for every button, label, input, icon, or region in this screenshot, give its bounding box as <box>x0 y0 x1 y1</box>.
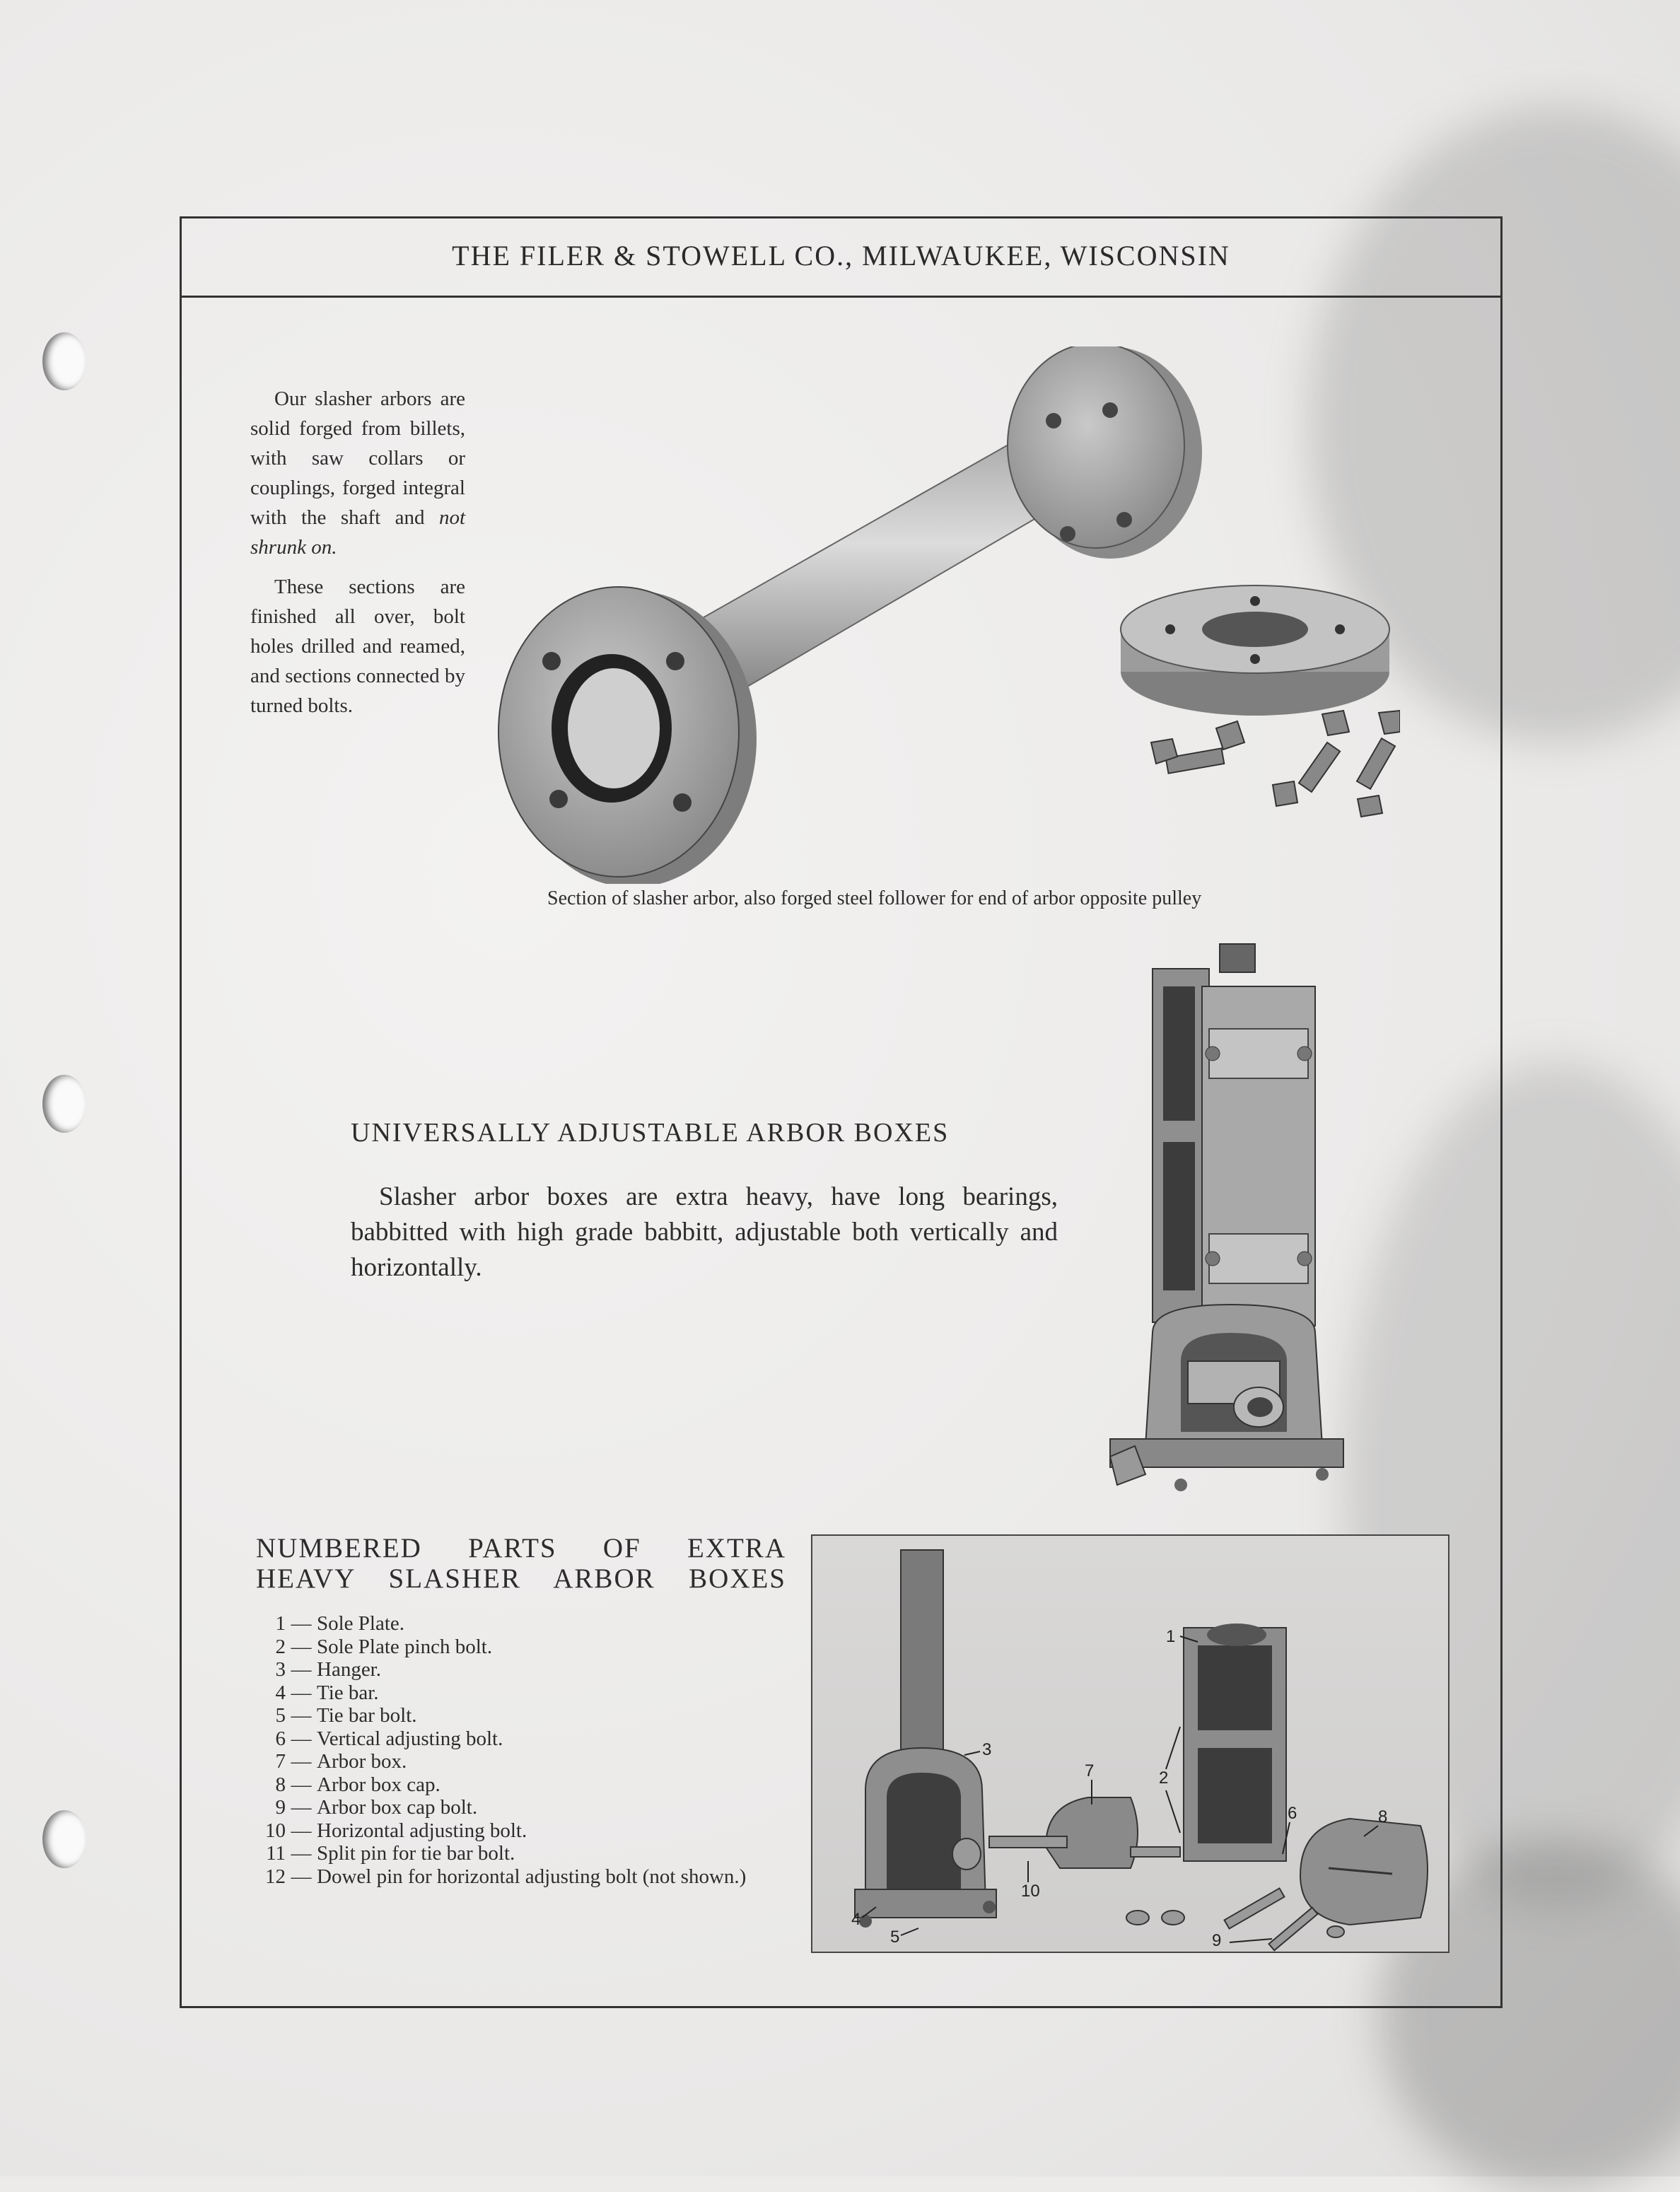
list-item: 11 — Split pin for tie bar bolt. <box>266 1842 515 1865</box>
parts-exploded-photo <box>811 1534 1449 1953</box>
intro-paragraph-1: Our slasher arbors are solid forged from billets, with saw collars or couplings, forged integral with the shaft and not shrunk on. <box>250 387 465 559</box>
callout-1: 1 <box>1166 1627 1176 1646</box>
binder-hole <box>42 1075 86 1133</box>
parts-exploded-illustration <box>812 1536 1449 1953</box>
list-item: 9 — Arbor box cap bolt. <box>275 1796 478 1819</box>
header-divider <box>180 296 1503 298</box>
callout-6: 6 <box>1288 1804 1297 1823</box>
callout-7: 7 <box>1085 1761 1095 1780</box>
binder-hole <box>42 332 86 390</box>
intro-paragraph-2: These sections are finished all over, bolt holes drilled and reamed, and sections connected by turned bolts. <box>250 576 465 717</box>
callout-2: 2 <box>1159 1768 1169 1788</box>
parts-heading: NUMBERED PARTS OF EXTRA HEAVY SLASHER ARBOR BOXES <box>256 1533 786 1594</box>
callout-3: 3 <box>982 1740 992 1759</box>
page-header-title: THE FILER & STOWELL CO., MILWAUKEE, WISCONSIN <box>452 240 1230 272</box>
slasher-arbor-illustration <box>488 346 1400 884</box>
list-item: 12 — Dowel pin for horizontal adjusting bolt (not shown.) <box>265 1865 747 1888</box>
list-item: 4 — Tie bar. <box>275 1681 379 1704</box>
parts-list <box>256 1612 807 1888</box>
callout-9: 9 <box>1212 1931 1222 1950</box>
list-item: 2 — Sole Plate pinch bolt. <box>275 1635 493 1658</box>
callout-4: 4 <box>851 1910 861 1929</box>
binder-hole <box>42 1810 86 1868</box>
list-item: 5 — Tie bar bolt. <box>275 1704 417 1727</box>
callout-5: 5 <box>890 1928 900 1947</box>
arbor-photo-caption: Section of slasher arbor, also forged steel follower for end of arbor opposite pulley <box>547 887 1202 909</box>
callout-8: 8 <box>1378 1807 1388 1826</box>
list-item: 10 — Horizontal adjusting bolt. <box>265 1819 527 1842</box>
arbor-boxes-heading: UNIVERSALLY ADJUSTABLE ARBOR BOXES <box>351 1118 950 1148</box>
arbor-boxes-description: Slasher arbor boxes are extra heavy, have long bearings, babbitted with high grade babbitt, adjustable both vertically and horizontally. <box>351 1182 1058 1282</box>
list-item: 3 — Hanger. <box>275 1658 381 1681</box>
list-item: 1 — Sole Plate. <box>275 1612 405 1635</box>
arbor-box-illustration <box>1103 937 1358 1503</box>
list-item: 6 — Vertical adjusting bolt. <box>275 1727 503 1750</box>
list-item: 8 — Arbor box cap. <box>275 1773 441 1796</box>
callout-10: 10 <box>1021 1882 1040 1901</box>
list-item: 7 — Arbor box. <box>275 1750 407 1773</box>
intro-text <box>250 384 465 730</box>
